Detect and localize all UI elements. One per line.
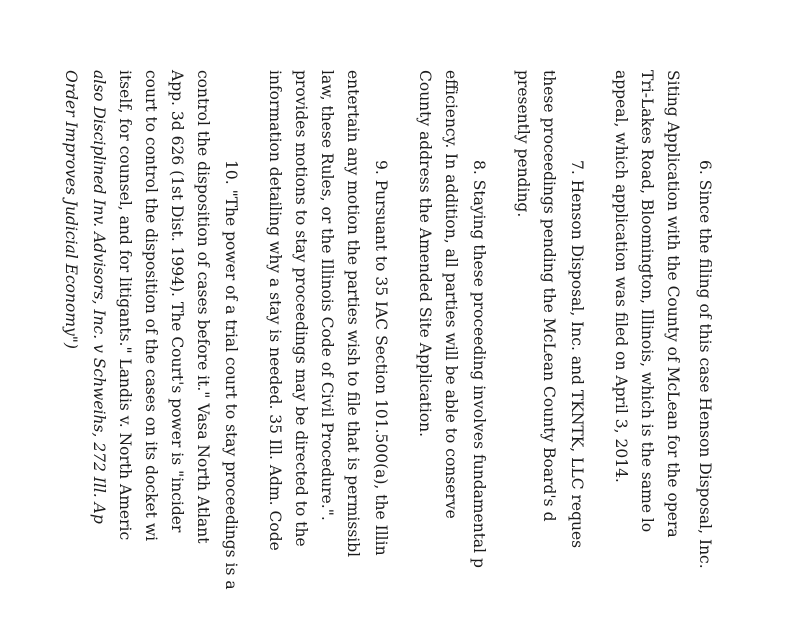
document-line: 8. Staying these proceeding involves fundamental p (470, 160, 488, 568)
document-line: Tri-Lakes Road, Bloomington, Illinois, which is the same lo (638, 70, 656, 533)
document-line: information detailing why a stay is needed. 35 Ill. Adm. Code (266, 70, 284, 551)
document-line: 7. Henson Disposal, Inc. and TKNTK, LLC reques (568, 160, 586, 549)
document-line: County address the Amended Site Application. (416, 70, 434, 438)
document-line: 10. "The power of a trial court to stay proceedings is a (222, 160, 240, 590)
document-line: itself, for counsel, and for litigants." Landis v. North Americ (116, 70, 134, 541)
rotated-text-block (62, 70, 716, 618)
document-line: 6. Since the filing of this case Henson Disposal, Inc. (696, 160, 714, 569)
document-line: control the disposition of cases before it." Vasa North Atlant (194, 70, 212, 544)
document-line: entertain any motion the parties wish to file that is permissibl (344, 70, 362, 558)
document-line: Order Improves Judicial Economy") (62, 70, 80, 349)
document-line: App. 3d 626 (1st Dist. 1994). The Court's power is "incider (168, 70, 186, 533)
document-line: Siting Application with the County of McLean for the opera (664, 70, 682, 538)
document-line: court to control the disposition of the cases on its docket wi (142, 70, 160, 542)
document-line: presently pending. (514, 70, 532, 218)
document-line: efficiency. In addition, all parties will be able to conserve (442, 70, 460, 519)
document-line: also Disciplined Inv. Advisors, Inc. v Schweihs, 272 Ill. Ap (90, 70, 108, 524)
document-line: law, these Rules, or the Illinois Code of Civil Procedure.". (318, 70, 336, 521)
document-line: appeal, which application was filed on April 3, 2014. (612, 70, 630, 483)
document-line: provides motions to stay proceedings may be directed to the (292, 70, 310, 547)
document-line: 9. Pursuant to 35 IAC Section 101.500(a), the Illin (372, 160, 390, 556)
document-line: these proceedings pending the McLean County Board's d (540, 70, 558, 522)
